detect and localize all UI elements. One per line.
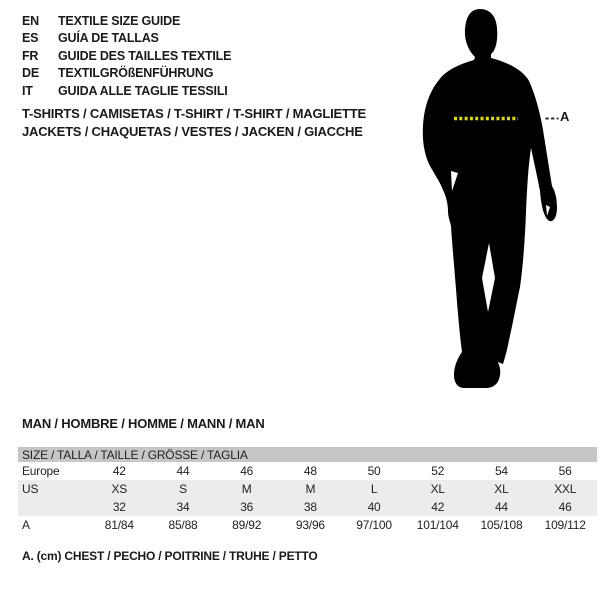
language-code: IT <box>22 83 33 98</box>
table-cell: 48 <box>303 464 317 478</box>
language-list <box>22 12 231 100</box>
row-label: A <box>22 518 30 532</box>
man-silhouette <box>423 9 557 388</box>
table-cell: L <box>370 482 378 496</box>
table-cell: 40 <box>367 500 381 514</box>
table-row-europe <box>18 462 597 480</box>
row-label <box>18 498 87 516</box>
table-row-uk <box>18 498 597 516</box>
table-cell: 32 <box>112 500 126 514</box>
language-row <box>22 82 231 100</box>
category-line-jackets: JACKETS / CHAQUETAS / VESTES / JACKEN / GIACCHE <box>22 124 363 139</box>
table-cell: XXL <box>554 482 577 496</box>
measure-footnote: A. (cm) CHEST / PECHO / POITRINE / TRUHE / PETTO <box>22 549 318 563</box>
table-row-us <box>18 480 597 498</box>
table-cell: 44 <box>176 464 190 478</box>
table-cell: 105/108 <box>480 518 523 532</box>
table-cell: 101/104 <box>416 518 459 532</box>
table-cell: 109/112 <box>544 518 586 532</box>
table-header: SIZE / TALLA / TAILLE / GRÖSSE / TAGLIA <box>18 447 597 462</box>
table-row-chest-cm <box>18 516 597 534</box>
table-cell: 93/96 <box>295 518 325 532</box>
row-label: Europe <box>22 464 60 478</box>
table-cell: 89/92 <box>232 518 262 532</box>
table-cell: 46 <box>558 500 572 514</box>
category-lines <box>22 105 366 141</box>
section-title: MAN / HOMBRE / HOMME / MANN / MAN <box>22 416 265 431</box>
table-header-row <box>18 447 597 462</box>
table-cell: S <box>179 482 187 496</box>
table-cell: M <box>241 482 252 496</box>
table-cell: 54 <box>494 464 508 478</box>
table-cell: 97/100 <box>356 518 392 532</box>
language-row <box>22 65 231 83</box>
measure-label-a: A <box>560 109 570 124</box>
row-label: US <box>22 482 39 496</box>
table-cell: 44 <box>494 500 508 514</box>
language-label: GUIDE DES TAILLES TEXTILE <box>58 48 232 63</box>
language-code: EN <box>22 13 39 28</box>
language-row <box>22 30 231 48</box>
size-table <box>18 447 597 534</box>
table-cell: 42 <box>112 464 126 478</box>
language-label: TEXTILGRÖßENFÜHRUNG <box>58 66 214 81</box>
table-cell: 50 <box>367 464 381 478</box>
table-cell: 46 <box>240 464 254 478</box>
language-code: ES <box>22 31 39 46</box>
table-cell: 42 <box>431 500 445 514</box>
language-code: DE <box>22 66 39 81</box>
man-silhouette-figure <box>400 0 600 410</box>
table-cell: 85/88 <box>168 518 198 532</box>
table-cell: 36 <box>240 500 254 514</box>
table-cell: 34 <box>176 500 190 514</box>
language-row <box>22 47 231 65</box>
language-label: GUIDA ALLE TAGLIE TESSILI <box>58 83 228 98</box>
category-line-tshirts: T-SHIRTS / CAMISETAS / T-SHIRT / T-SHIRT / MAGLIETTE <box>22 106 366 121</box>
language-row <box>22 12 231 30</box>
table-cell: XL <box>494 482 509 496</box>
table-cell: 81/84 <box>104 518 134 532</box>
table-cell: XS <box>111 482 128 496</box>
language-code: FR <box>22 48 39 63</box>
table-cell: 56 <box>558 464 572 478</box>
table-cell: 52 <box>431 464 445 478</box>
language-label: TEXTILE SIZE GUIDE <box>58 13 181 28</box>
table-cell: XL <box>430 482 445 496</box>
table-cell: 38 <box>303 500 317 514</box>
table-cell: M <box>305 482 316 496</box>
language-label: GUÍA DE TALLAS <box>58 31 159 46</box>
